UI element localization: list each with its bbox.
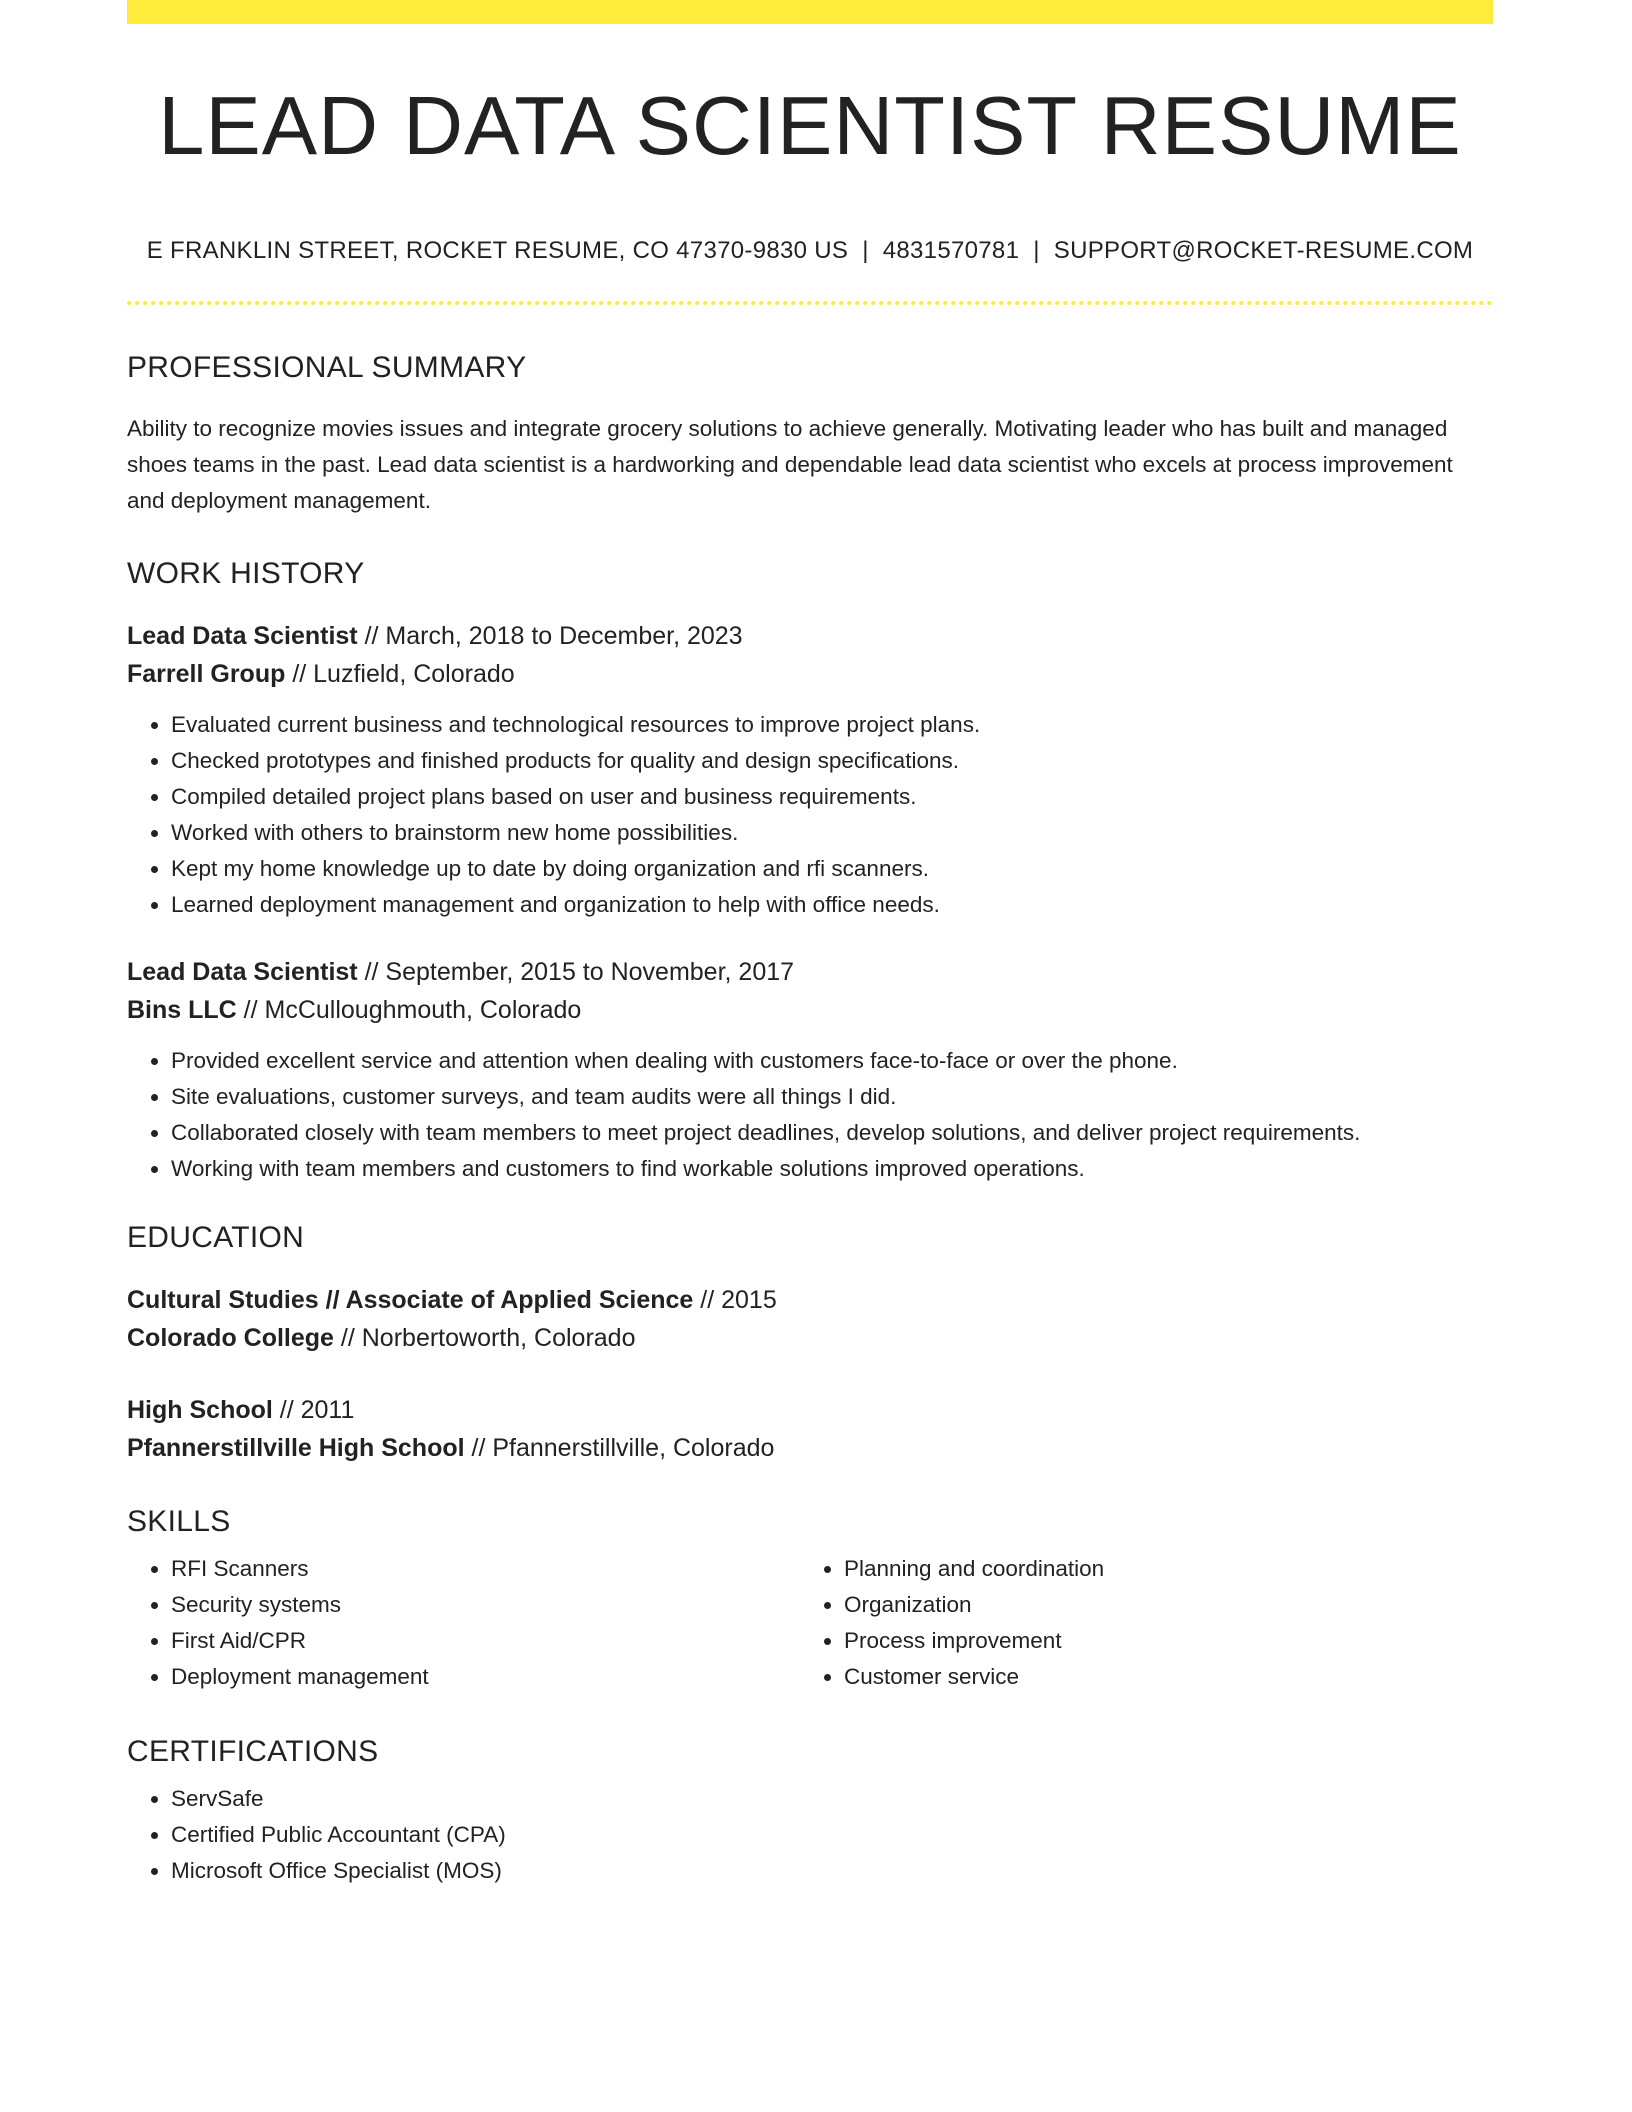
summary-heading: PROFESSIONAL SUMMARY — [127, 351, 527, 384]
contact-separator: | — [862, 237, 869, 264]
list-item: • Site evaluations, customer surveys, and team audits were all things I did. — [171, 1079, 1493, 1115]
contact-line — [127, 239, 1493, 263]
job-entry — [127, 953, 1493, 1187]
education-location: // Pfannerstillville, Colorado — [464, 1434, 775, 1462]
education-school-line — [127, 1319, 1493, 1357]
job-company-line — [127, 991, 1493, 1029]
job-company-line — [127, 655, 1493, 693]
education-location: // Norbertoworth, Colorado — [333, 1324, 636, 1352]
job-company: Bins LLC — [127, 996, 237, 1024]
skills-list — [127, 1551, 800, 1695]
list-item: • Collaborated closely with team members to meet project deadlines, develop solutions, and deliver project requirements. — [171, 1115, 1493, 1151]
education-year: // 2015 — [693, 1286, 777, 1314]
list-item: • Learned deployment management and organization to help with office needs. — [171, 887, 1493, 923]
work-history-heading: WORK HISTORY — [127, 557, 365, 590]
skills-list — [800, 1551, 1473, 1695]
education-school: Colorado College — [127, 1324, 334, 1352]
job-dates: // March, 2018 to December, 2023 — [357, 622, 743, 650]
skills-column-right — [800, 1551, 1473, 1695]
list-item: • Worked with others to brainstorm new home possibilities. — [171, 815, 1493, 851]
contact-address: E FRANKLIN STREET, ROCKET RESUME, CO 47370-9830 US — [146, 237, 849, 264]
skills-grid — [127, 1551, 1493, 1695]
job-bullet-list — [127, 1043, 1493, 1187]
education-school-line — [127, 1429, 1493, 1467]
education-year: // 2011 — [272, 1396, 355, 1424]
education-degree-line — [127, 1391, 1493, 1429]
list-item: • Customer service — [844, 1659, 1473, 1695]
list-item: • Checked prototypes and finished products for quality and design specifications. — [171, 743, 1493, 779]
list-item: • Compiled detailed project plans based on user and business requirements. — [171, 779, 1493, 815]
job-company: Farrell Group — [127, 660, 286, 688]
list-item: • Provided excellent service and attention when dealing with customers face-to-face or over the phone. — [171, 1043, 1493, 1079]
certifications-list — [127, 1781, 1493, 1889]
summary-text: Ability to recognize movies issues and integrate grocery solutions to achieve generally. Motivating leader who has built and managed shoes teams in the past. Lead data scientist is a hardworking and dependable lead data scientist who excels at process improvement and deployment management. — [127, 416, 1453, 513]
job-title-line — [127, 953, 1493, 991]
education-degree: Cultural Studies // Associate of Applied Science — [127, 1286, 694, 1314]
education-school: Pfannerstillville High School — [127, 1434, 465, 1462]
job-location: // McCulloughmouth, Colorado — [236, 996, 582, 1024]
education-heading: EDUCATION — [127, 1221, 305, 1254]
resume-page — [127, 0, 1493, 1889]
contact-separator: | — [1033, 237, 1040, 264]
job-location: // Luzfield, Colorado — [285, 660, 515, 688]
list-item: • Kept my home knowledge up to date by doing organization and rfi scanners. — [171, 851, 1493, 887]
list-item: • Process improvement — [844, 1623, 1473, 1659]
dotted-divider — [127, 301, 1493, 305]
job-title: Lead Data Scientist — [127, 622, 358, 650]
skills-column-left — [127, 1551, 800, 1695]
list-item: • Microsoft Office Specialist (MOS) — [171, 1853, 1493, 1889]
list-item: • Working with team members and customers to find workable solutions improved operations. — [171, 1151, 1493, 1187]
certifications-heading: CERTIFICATIONS — [127, 1735, 379, 1768]
skills-heading: SKILLS — [127, 1505, 231, 1538]
education-entry — [127, 1281, 1493, 1357]
education-degree-line — [127, 1281, 1493, 1319]
list-item: • ServSafe — [171, 1781, 1493, 1817]
list-item: • Certified Public Accountant (CPA) — [171, 1817, 1493, 1853]
job-entry — [127, 617, 1493, 923]
list-item: • Organization — [844, 1587, 1473, 1623]
education-degree: High School — [127, 1396, 273, 1424]
contact-email: SUPPORT@ROCKET-RESUME.COM — [1053, 237, 1474, 264]
job-title: Lead Data Scientist — [127, 958, 358, 986]
list-item: • Security systems — [171, 1587, 800, 1623]
list-item: • Deployment management — [171, 1659, 800, 1695]
top-accent-bar — [127, 0, 1493, 24]
page-title: LEAD DATA SCIENTIST RESUME — [158, 79, 1462, 172]
education-entry — [127, 1391, 1493, 1467]
contact-phone: 4831570781 — [882, 237, 1020, 264]
list-item: • Evaluated current business and technological resources to improve project plans. — [171, 707, 1493, 743]
job-dates: // September, 2015 to November, 2017 — [357, 958, 795, 986]
list-item: • First Aid/CPR — [171, 1623, 800, 1659]
job-title-line — [127, 617, 1493, 655]
list-item: • RFI Scanners — [171, 1551, 800, 1587]
list-item: • Planning and coordination — [844, 1551, 1473, 1587]
job-bullet-list — [127, 707, 1493, 923]
